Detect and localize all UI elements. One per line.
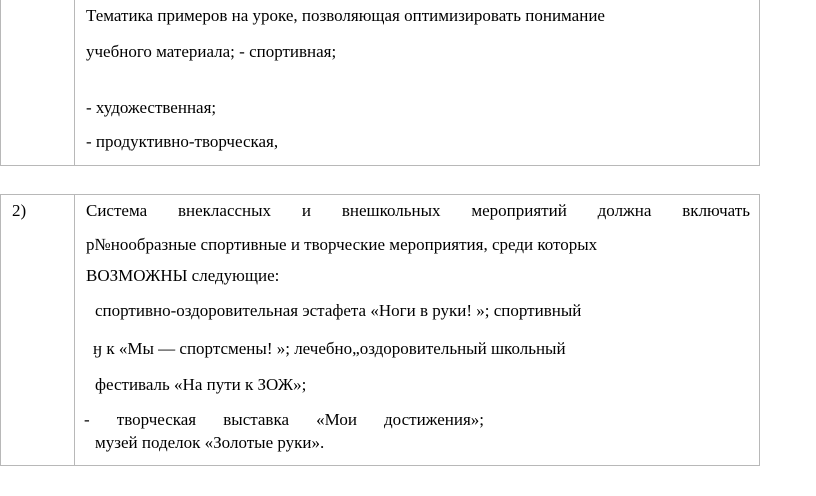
table-1-left-border	[0, 0, 1, 166]
table-1-text-line-4: - продуктивно-творческая,	[86, 132, 279, 151]
table-1-right-border	[759, 0, 760, 166]
table-1-text-line-3: - художественная;	[86, 98, 217, 117]
table-2-text-line-5: ӈ к «Мы — спортсмены! »; лечебно„оздоровительный школьный	[93, 339, 566, 358]
table-1-column-divider	[74, 0, 75, 166]
word: включать	[682, 201, 750, 220]
table-1-text-line-2: учебного материала; - спортивная;	[86, 42, 337, 61]
word: выставка	[223, 410, 290, 429]
word: Система	[86, 201, 148, 220]
table-1-text-line-1: Тематика примеров на уроке, позволяющая оптимизировать понимание	[86, 6, 605, 25]
word: мероприятий	[471, 201, 567, 220]
word: -	[84, 410, 90, 429]
word: творческая	[116, 410, 197, 429]
table-1-bottom-border	[0, 165, 760, 166]
table-2-row-number: 2)	[12, 201, 27, 220]
table-2-text-line-2: р№нообразные спортивные и творческие мероприятия, среди которых	[86, 235, 598, 254]
table-2-left-border	[0, 194, 1, 466]
table-2-text-line-4: спортивно-оздоровительная эстафета «Ноги в руки! »; спортивный	[95, 301, 582, 320]
table-2-text-line-1	[86, 201, 750, 221]
word: внешкольных	[341, 201, 441, 220]
table-2-text-line-3: ВОЗМОЖНЫ следующие:	[86, 266, 280, 285]
table-2-text-line-8: музей поделок «Золотые руки».	[95, 433, 325, 452]
word: и	[301, 201, 311, 220]
table-2-bottom-border	[0, 465, 760, 466]
table-2-column-divider	[74, 194, 75, 466]
word: должна	[597, 201, 652, 220]
word: внеклассных	[177, 201, 272, 220]
table-2-text-line-7	[84, 410, 484, 430]
table-2-right-border	[759, 194, 760, 466]
table-2-top-border	[0, 194, 760, 195]
table-2-text-line-6: фестиваль «На пути к ЗОЖ»;	[95, 375, 307, 394]
word: «Мои	[316, 410, 357, 429]
word: достижения»;	[384, 410, 484, 429]
